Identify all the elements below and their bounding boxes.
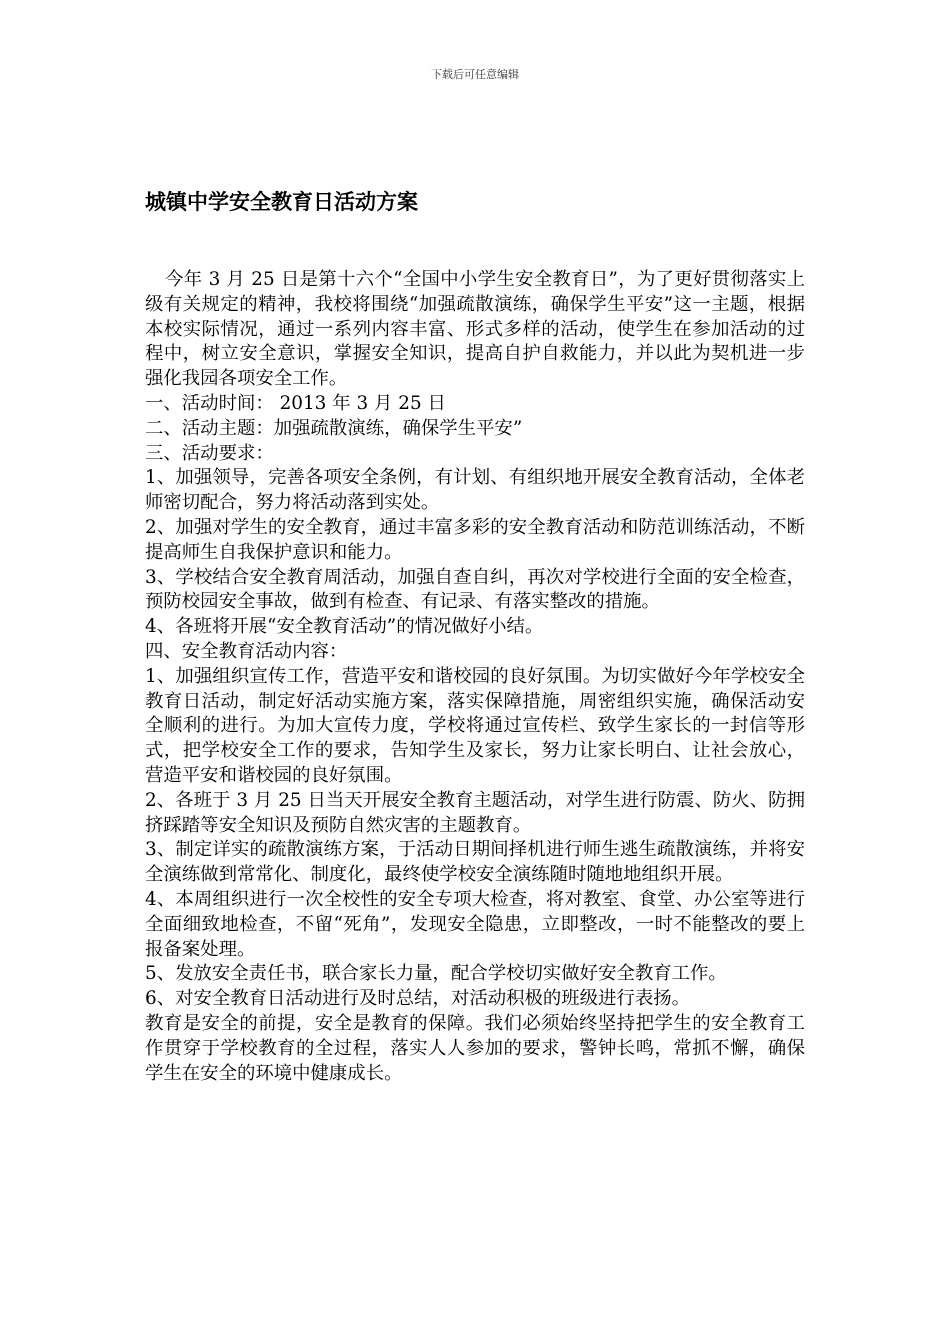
- requirement-item: 2、加强对学生的安全教育，通过丰富多彩的安全教育活动和防范训练活动，不断提高师生自我保护意识和能力。: [145, 516, 805, 563]
- content-item: 1、加强组织宣传工作，营造平安和谐校园的良好氛围。为切实做好今年学校安全教育日活动，制定好活动实施方案，落实保障措施，周密组织实施，确保活动安全顺利的进行。为加大宣传力度，学校将通过宣传栏、致学生家长的一封信等形式，把学校安全工作的要求，告知学生及家长，努力让家长明白、让社会放心，营造平安和谐校园的良好氛围。: [145, 665, 805, 786]
- content-item: 5、发放安全责任书，联合家长力量，配合学校切实做好安全教育工作。: [145, 963, 727, 985]
- section-content-heading: 四、安全教育活动内容：: [145, 640, 348, 662]
- requirement-item: 3、学校结合安全教育周活动，加强自查自纠，再次对学校进行全面的安全检查，预防校园安全事故，做到有检查、有记录、有落实整改的措施。: [145, 566, 805, 613]
- section-activity-theme: 二、活动主题：加强疏散演练，确保学生平安”: [145, 417, 523, 439]
- intro-paragraph: 今年 3 月 25 日是第十六个“全国中小学生安全教育日”，为了更好贯彻落实上级有关规定的精神，我校将围绕“加强疏散演练，确保学生平安”这一主题，根据本校实际情况，通过一系列内容丰富、形式多样的活动，使学生在参加活动的过程中，树立安全意识，掌握安全知识，提高自护自救能力，并以此为契机进一步强化我园各项安全工作。: [145, 269, 805, 390]
- content-item: 6、对安全教育日活动进行及时总结，对活动积极的班级进行表扬。: [145, 988, 691, 1010]
- requirement-item: 4、各班将开展“安全教育活动”的情况做好小结。: [145, 616, 544, 638]
- document-body: [145, 268, 805, 1086]
- content-item: 4、本周组织进行一次全校性的安全专项大检查，将对教室、食堂、办公室等进行全面细致地检查，不留“死角”，发现安全隐患，立即整改，一时不能整改的要上报备案处理。: [145, 888, 805, 960]
- content-item: 2、各班于 3 月 25 日当天开展安全教育主题活动，对学生进行防震、防火、防拥挤踩踏等安全知识及预防自然灾害的主题教育。: [145, 789, 805, 836]
- section-requirements-heading: 三、活动要求：: [145, 442, 274, 464]
- content-item: 3、制定详实的疏散演练方案，于活动日期间择机进行师生逃生疏散演练，并将安全演练做到常常化、制度化，最终使学校安全演练随时随地地组织开展。: [145, 839, 805, 886]
- page-header-note: 下载后可任意编辑: [431, 68, 519, 81]
- document-title: 城镇中学安全教育日活动方案: [145, 190, 418, 214]
- closing-paragraph: 教育是安全的前提，安全是教育的保障。我们必须始终坚持把学生的安全教育工作贯穿于学校教育的全过程，落实人人参加的要求，警钟长鸣，常抓不懈，确保学生在安全的环境中健康成长。: [145, 1012, 805, 1084]
- section-activity-time: 一、活动时间： 2013 年 3 月 25 日: [145, 392, 446, 414]
- requirement-item: 1、加强领导，完善各项安全条例，有计划、有组织地开展安全教育活动，全体老师密切配合，努力将活动落到实处。: [145, 467, 805, 514]
